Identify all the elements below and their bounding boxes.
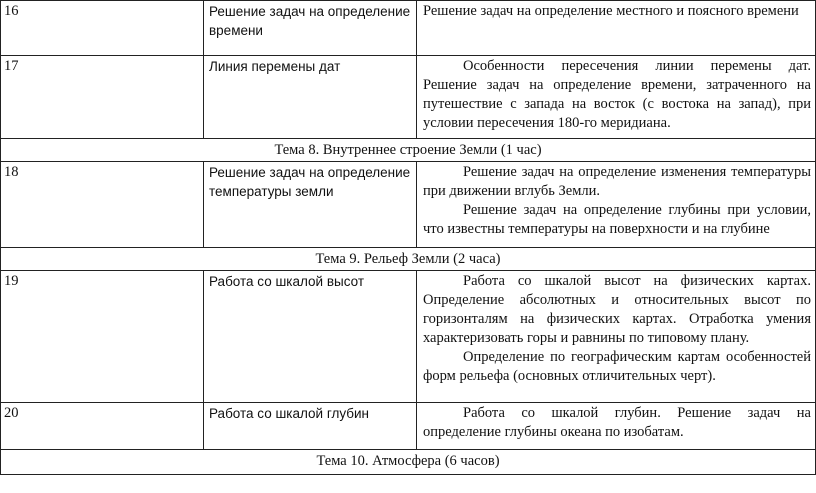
lesson-description [417, 403, 816, 450]
description-paragraph: Решение задач на определение глубины при условии, что известны температуры на поверхности и на глубине [423, 202, 811, 237]
lesson-description [417, 56, 816, 139]
lesson-number: 17 [1, 56, 204, 139]
table-row [1, 403, 816, 450]
lesson-topic: Работа со шкалой высот [204, 271, 417, 403]
lesson-topic: Решение задач на определение времени [204, 1, 417, 56]
section-row [1, 450, 816, 475]
description-paragraph: Решение задач на определение местного и поясного времени [423, 3, 799, 19]
lesson-number: 20 [1, 403, 204, 450]
table-row [1, 56, 816, 139]
lesson-number: 18 [1, 162, 204, 248]
table-row [1, 1, 816, 56]
description-paragraph: Работа со шкалой высот на физических картах. Определение абсолютных и относительных высот по горизонталям на физических картах. Отработка умения характеризовать горы и равнины по типовому плану. [423, 273, 811, 346]
lesson-topic: Линия перемены дат [204, 56, 417, 139]
description-paragraph: Особенности пересечения линии перемены дат. Решение задач на определение времени, затраченного на путешествие с запада на восток (с востока на запад), при условии пересечения 180-го меридиана. [423, 58, 811, 131]
lesson-number: 16 [1, 1, 204, 56]
description-paragraph: Работа со шкалой глубин. Решение задач на определение глубины океана по изобатам. [423, 405, 811, 440]
lesson-topic: Решение задач на определение температуры земли [204, 162, 417, 248]
description-paragraph: Определение по географическим картам особенностей форм рельефа (основных отличительных черт). [423, 349, 811, 384]
description-paragraph: Решение задач на определение изменения температуры при движении вглубь Земли. [423, 164, 811, 199]
section-heading: Тема 9. Рельеф Земли (2 часа) [1, 248, 816, 271]
section-row [1, 248, 816, 271]
section-row [1, 139, 816, 162]
lesson-description [417, 162, 816, 248]
lesson-number: 19 [1, 271, 204, 403]
lesson-topic: Работа со шкалой глубин [204, 403, 417, 450]
lesson-description [417, 1, 816, 56]
lesson-description [417, 271, 816, 403]
section-heading: Тема 10. Атмосфера (6 часов) [1, 450, 816, 475]
section-heading: Тема 8. Внутреннее строение Земли (1 час) [1, 139, 816, 162]
table-row [1, 271, 816, 403]
table-row [1, 162, 816, 248]
